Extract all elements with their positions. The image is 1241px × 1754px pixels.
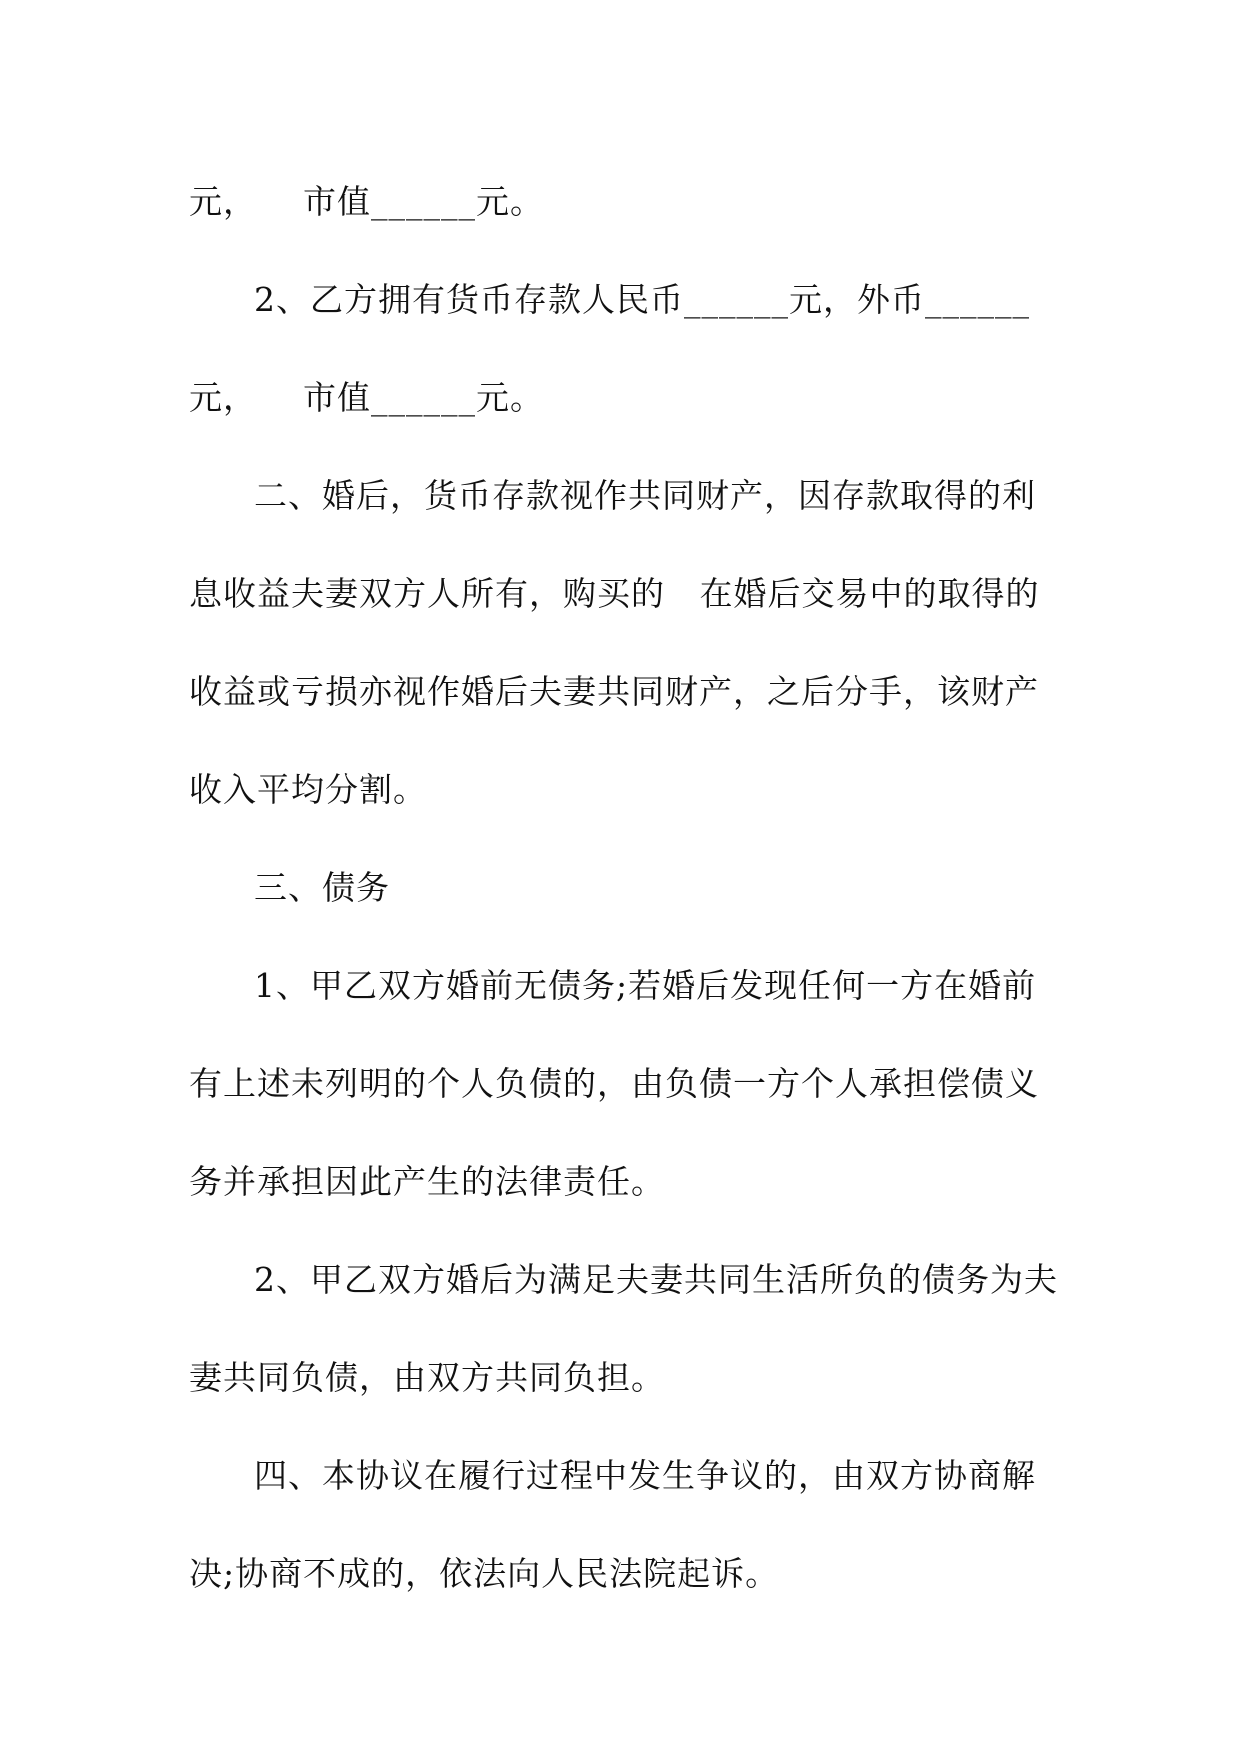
text-line: 息收益夫妻双方人所有，购买的 在婚后交易中的取得的 (189, 574, 1040, 613)
text-line: 有上述未列明的个人负债的，由负债一方个人承担偿债义 (189, 1064, 1039, 1103)
text-line: 元， 市值______元。 (189, 378, 544, 417)
text-line: 决;协商不成的，依法向人民法院起诉。 (189, 1554, 780, 1593)
text-line: 务并承担因此产生的法律责任。 (189, 1162, 665, 1201)
text-line: 2、乙方拥有货币存款人民币______元，外币______ (254, 280, 1030, 319)
text-line: 2、甲乙双方婚后为满足夫妻共同生活所负的债务为夫 (254, 1260, 1058, 1299)
text-line: 二、婚后，货币存款视作共同财产，因存款取得的利 (254, 476, 1036, 515)
text-line: 四、本协议在履行过程中发生争议的，由双方协商解 (254, 1456, 1036, 1495)
text-line: 元， 市值______元。 (189, 182, 544, 221)
text-line: 妻共同负债，由双方共同负担。 (189, 1358, 665, 1397)
text-line: 收益或亏损亦视作婚后夫妻共同财产，之后分手，该财产 (189, 672, 1039, 711)
text-line: 1、甲乙双方婚前无债务;若婚后发现任何一方在婚前 (254, 966, 1037, 1005)
text-line: 收入平均分割。 (189, 770, 427, 809)
section-heading: 三、债务 (254, 868, 390, 907)
